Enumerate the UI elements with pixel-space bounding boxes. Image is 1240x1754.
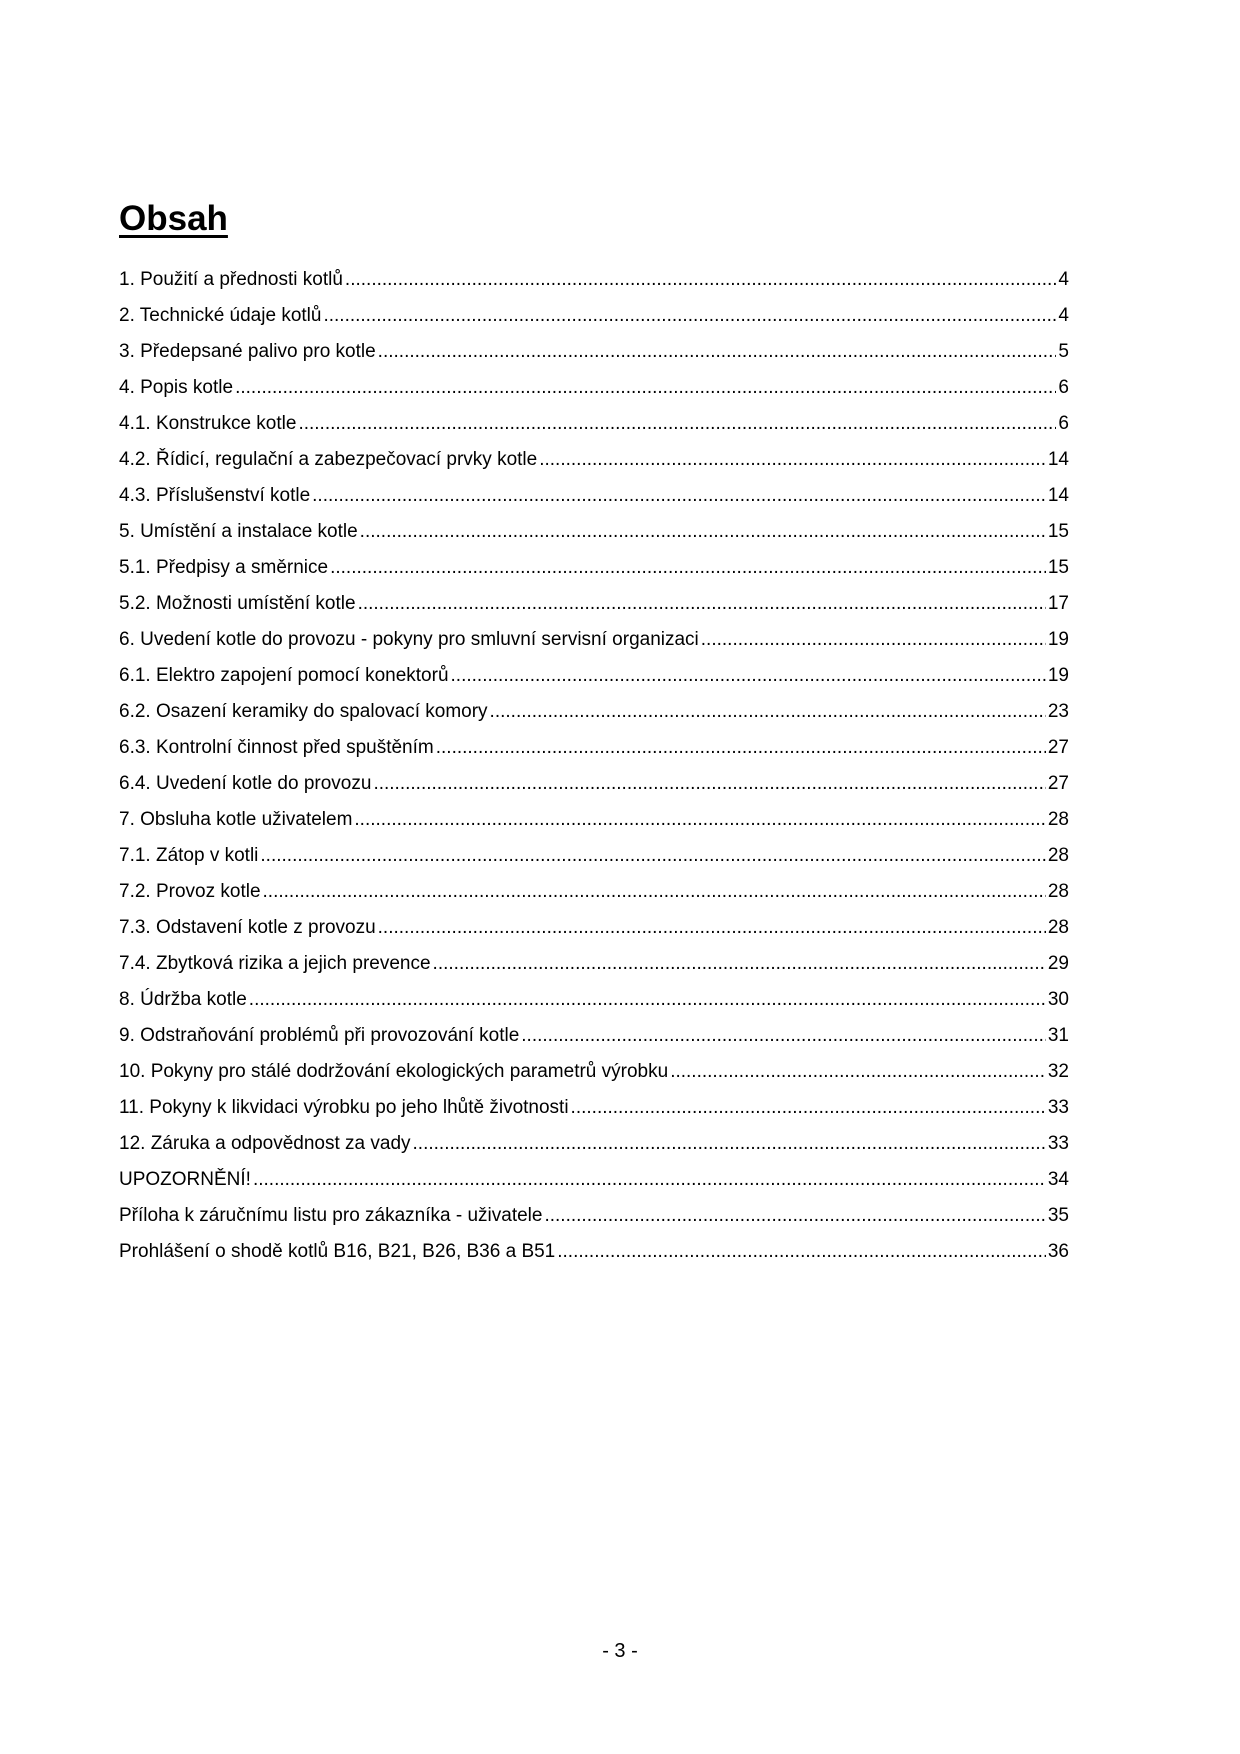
toc-entry-page: 29 [1047, 953, 1069, 974]
page-title: Obsah [119, 199, 228, 238]
toc-entry-page: 33 [1047, 1133, 1069, 1154]
toc-entry-page: 33 [1047, 1097, 1069, 1118]
toc-entry-label: 9. Odstraňování problémů při provozování kotle [119, 1025, 520, 1046]
dot-leader [360, 514, 1046, 550]
toc-entry[interactable] [119, 442, 1069, 478]
dot-leader [413, 1126, 1046, 1162]
toc-entry-page: 6 [1058, 413, 1069, 434]
toc-entry-page: 36 [1047, 1241, 1069, 1262]
toc-entry[interactable] [119, 1234, 1069, 1270]
toc-entry[interactable] [119, 874, 1069, 910]
dot-leader [373, 766, 1045, 802]
toc-entry-label: 7.1. Zátop v kotli [119, 845, 259, 866]
toc-entry[interactable] [119, 1162, 1069, 1198]
toc-entry-label: 5.1. Předpisy a směrnice [119, 557, 329, 578]
dot-leader [260, 838, 1045, 874]
dot-leader [312, 478, 1046, 514]
toc-entry-page: 30 [1047, 989, 1069, 1010]
dot-leader [354, 802, 1045, 838]
toc-entry[interactable] [119, 478, 1069, 514]
dot-leader [670, 1054, 1046, 1090]
page-number: - 3 - [602, 1640, 638, 1662]
dot-leader [263, 874, 1046, 910]
toc-entry-page: 27 [1047, 773, 1069, 794]
toc-entry-page: 31 [1047, 1025, 1069, 1046]
toc-entry[interactable] [119, 262, 1069, 298]
dot-leader [249, 982, 1046, 1018]
dot-leader [490, 694, 1046, 730]
toc-entry-label: 3. Předepsané palivo pro kotle [119, 341, 376, 362]
toc-entry-page: 35 [1047, 1205, 1069, 1226]
toc-entry[interactable] [119, 1090, 1069, 1126]
dot-leader [235, 370, 1056, 406]
dot-leader [345, 262, 1057, 298]
toc-entry-label: 11. Pokyny k likvidaci výrobku po jeho lhůtě životnosti [119, 1097, 569, 1118]
toc-entry-label: 4.2. Řídicí, regulační a zabezpečovací prvky kotle [119, 449, 538, 470]
dot-leader [253, 1162, 1046, 1198]
toc-entry-page: 28 [1047, 845, 1069, 866]
toc-entry[interactable] [119, 514, 1069, 550]
toc-entry-page: 6 [1058, 377, 1069, 398]
toc-entry-label: 12. Záruka a odpovědnost za vady [119, 1133, 411, 1154]
toc-entry-page: 28 [1047, 917, 1069, 938]
toc-entry[interactable] [119, 1198, 1069, 1234]
toc-entry-label: 10. Pokyny pro stálé dodržování ekologických parametrů výrobku [119, 1061, 669, 1082]
toc-entry-label: 4.3. Příslušenství kotle [119, 485, 311, 506]
toc-entry[interactable] [119, 586, 1069, 622]
toc-entry[interactable] [119, 982, 1069, 1018]
dot-leader [557, 1234, 1046, 1270]
toc-entry-page: 28 [1047, 881, 1069, 902]
toc-entry-label: UPOZORNĚNÍ! [119, 1169, 251, 1190]
toc-entry[interactable] [119, 838, 1069, 874]
toc-entry-page: 17 [1047, 593, 1069, 614]
toc-entry-label: 6. Uvedení kotle do provozu - pokyny pro smluvní servisní organizaci [119, 629, 699, 650]
dot-leader [358, 586, 1046, 622]
toc-entry-page: 4 [1058, 305, 1069, 326]
toc-entry-page: 15 [1047, 557, 1069, 578]
toc-entry-label: 4.1. Konstrukce kotle [119, 413, 297, 434]
toc-entry[interactable] [119, 406, 1069, 442]
toc-entry[interactable] [119, 730, 1069, 766]
dot-leader [451, 658, 1046, 694]
toc-entry-label: 2. Technické údaje kotlů [119, 305, 322, 326]
toc-entry[interactable] [119, 550, 1069, 586]
toc-entry-page: 5 [1058, 341, 1069, 362]
toc-entry[interactable] [119, 658, 1069, 694]
toc-entry-page: 4 [1058, 269, 1069, 290]
toc-entry-page: 14 [1047, 485, 1069, 506]
toc-entry-page: 32 [1047, 1061, 1069, 1082]
toc-entry-label: 6.2. Osazení keramiky do spalovací komory [119, 701, 488, 722]
toc-entry[interactable] [119, 1018, 1069, 1054]
toc-entry-label: 8. Údržba kotle [119, 989, 247, 1010]
toc-entry-label: 7.3. Odstavení kotle z provozu [119, 917, 376, 938]
toc-entry[interactable] [119, 694, 1069, 730]
toc-entry[interactable] [119, 370, 1069, 406]
toc-entry-label: 6.3. Kontrolní činnost před spuštěním [119, 737, 434, 758]
toc-entry-label: 4. Popis kotle [119, 377, 234, 398]
toc-entry[interactable] [119, 802, 1069, 838]
dot-leader [378, 910, 1046, 946]
toc-entry[interactable] [119, 622, 1069, 658]
toc-entry[interactable] [119, 334, 1069, 370]
dot-leader [378, 334, 1057, 370]
toc-entry[interactable] [119, 910, 1069, 946]
toc-entry[interactable] [119, 946, 1069, 982]
toc-entry-label: Příloha k záručnímu listu pro zákazníka - uživatele [119, 1205, 543, 1226]
dot-leader [539, 442, 1046, 478]
toc-entry-label: 6.1. Elektro zapojení pomocí konektorů [119, 665, 449, 686]
toc-entry-page: 19 [1047, 665, 1069, 686]
toc-entry-page: 34 [1047, 1169, 1069, 1190]
toc-entry[interactable] [119, 1054, 1069, 1090]
toc-entry-label: 1. Použití a přednosti kotlů [119, 269, 343, 290]
toc-entry-page: 27 [1047, 737, 1069, 758]
dot-leader [701, 622, 1046, 658]
toc-entry[interactable] [119, 1126, 1069, 1162]
table-of-contents [119, 262, 1069, 1270]
dot-leader [436, 730, 1046, 766]
toc-entry-label: Prohlášení o shodě kotlů B16, B21, B26, B36 a B51 [119, 1241, 556, 1262]
toc-entry-label: 6.4. Uvedení kotle do provozu [119, 773, 372, 794]
dot-leader [323, 298, 1056, 334]
toc-entry-label: 7. Obsluha kotle uživatelem [119, 809, 353, 830]
dot-leader [298, 406, 1056, 442]
toc-entry-page: 28 [1047, 809, 1069, 830]
toc-entry-page: 19 [1047, 629, 1069, 650]
toc-entry-page: 14 [1047, 449, 1069, 470]
toc-entry-page: 15 [1047, 521, 1069, 542]
toc-entry-label: 7.4. Zbytková rizika a jejich prevence [119, 953, 431, 974]
dot-leader [330, 550, 1046, 586]
toc-entry-label: 5. Umístění a instalace kotle [119, 521, 358, 542]
toc-entry-label: 5.2. Možnosti umístění kotle [119, 593, 356, 614]
dot-leader [544, 1198, 1045, 1234]
toc-entry-page: 23 [1047, 701, 1069, 722]
toc-entry[interactable] [119, 298, 1069, 334]
toc-entry[interactable] [119, 766, 1069, 802]
dot-leader [521, 1018, 1046, 1054]
toc-entry-label: 7.2. Provoz kotle [119, 881, 261, 902]
dot-leader [571, 1090, 1046, 1126]
dot-leader [433, 946, 1046, 982]
